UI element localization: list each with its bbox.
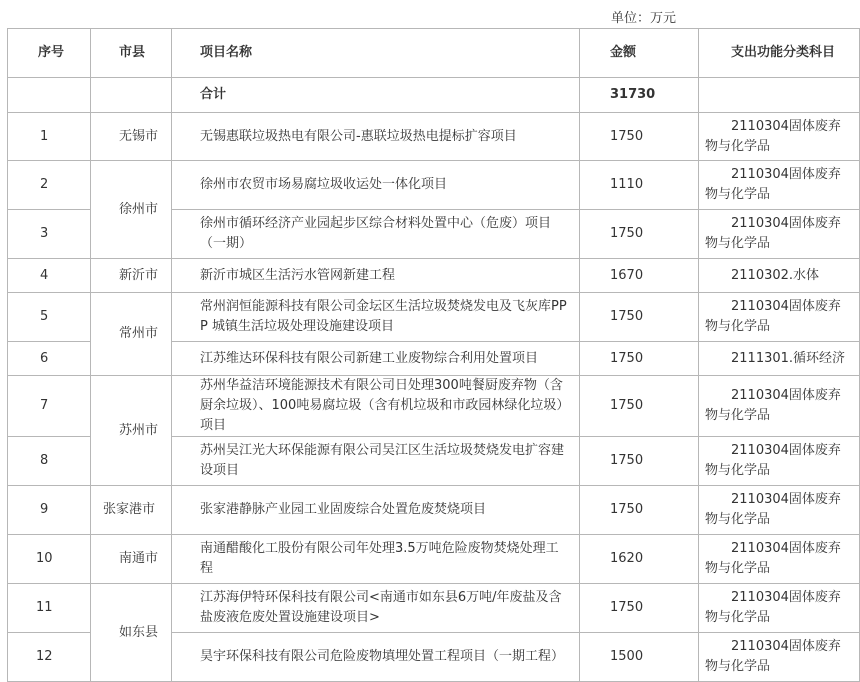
header-category: 支出功能分类科目 bbox=[699, 29, 860, 78]
row-category: 2110304固体废弃物与化学品 bbox=[699, 161, 860, 210]
row-amount: 1500 bbox=[580, 633, 699, 682]
row-amount: 1750 bbox=[580, 376, 699, 437]
row-project-name: 无锡惠联垃圾热电有限公司-惠联垃圾热电提标扩容项目 bbox=[172, 113, 580, 161]
row-amount: 1750 bbox=[580, 293, 699, 342]
row-no: 6 bbox=[8, 342, 91, 376]
row-category: 2110304固体废弃物与化学品 bbox=[699, 535, 860, 584]
row-project-name: 苏州华益洁环境能源技术有限公司日处理300吨餐厨废弃物（含厨余垃圾）、100吨易腐垃圾（含有机垃圾和市政园林绿化垃圾）项目 bbox=[172, 376, 580, 437]
row-project-name: 江苏海伊特环保科技有限公司<南通市如东县6万吨/年废盐及含盐废液危废处置设施建设项目> bbox=[172, 584, 580, 633]
row-no: 3 bbox=[8, 210, 91, 259]
row-amount: 1110 bbox=[580, 161, 699, 210]
row-amount: 1750 bbox=[580, 210, 699, 259]
row-project-name: 南通醋酸化工股份有限公司年处理3.5万吨危险废物焚烧处理工程 bbox=[172, 535, 580, 584]
row-project-name: 常州润恒能源科技有限公司金坛区生活垃圾焚烧发电及飞灰库PPP 城镇生活垃圾处理设施建设项目 bbox=[172, 293, 580, 342]
row-amount: 1670 bbox=[580, 259, 699, 293]
row-category: 2110304固体废弃物与化学品 bbox=[699, 633, 860, 682]
row-category: 2110304固体废弃物与化学品 bbox=[699, 486, 860, 535]
unit-note: 单位：万元 bbox=[611, 11, 677, 26]
row-project-name: 徐州市循环经济产业园起步区综合材料处置中心（危废）项目（一期） bbox=[172, 210, 580, 259]
header-city: 市县 bbox=[91, 29, 172, 78]
row-amount: 1620 bbox=[580, 535, 699, 584]
row-amount: 1750 bbox=[580, 113, 699, 161]
row-project-name: 徐州市农贸市场易腐垃圾收运处一体化项目 bbox=[172, 161, 580, 210]
row-amount: 1750 bbox=[580, 437, 699, 486]
row-amount: 1750 bbox=[580, 486, 699, 535]
row-city: 南通市 bbox=[91, 535, 172, 584]
table-row bbox=[8, 486, 860, 535]
row-city: 新沂市 bbox=[91, 259, 172, 293]
row-no: 10 bbox=[8, 535, 91, 584]
row-no: 4 bbox=[8, 259, 91, 293]
row-no: 8 bbox=[8, 437, 91, 486]
row-category: 2110304固体废弃物与化学品 bbox=[699, 584, 860, 633]
row-city: 无锡市 bbox=[91, 113, 172, 161]
row-category: 2110304固体废弃物与化学品 bbox=[699, 113, 860, 161]
row-city: 苏州市 bbox=[91, 376, 172, 486]
row-city: 徐州市 bbox=[91, 161, 172, 259]
table-row bbox=[8, 161, 860, 210]
row-city: 张家港市 bbox=[91, 486, 172, 535]
table-row bbox=[8, 113, 860, 161]
header-row bbox=[8, 29, 860, 78]
row-category: 2110304固体废弃物与化学品 bbox=[699, 376, 860, 437]
row-project-name: 江苏维达环保科技有限公司新建工业废物综合利用处置项目 bbox=[172, 342, 580, 376]
row-no: 5 bbox=[8, 293, 91, 342]
row-amount: 1750 bbox=[580, 584, 699, 633]
total-category-cell bbox=[699, 78, 860, 113]
row-category: 2110304固体废弃物与化学品 bbox=[699, 210, 860, 259]
row-project-name: 昊宇环保科技有限公司危险废物填埋处置工程项目（一期工程） bbox=[172, 633, 580, 682]
row-no: 7 bbox=[8, 376, 91, 437]
project-funding-table bbox=[7, 28, 860, 682]
total-row bbox=[8, 78, 860, 113]
table-row bbox=[8, 293, 860, 342]
row-category: 2110304固体废弃物与化学品 bbox=[699, 437, 860, 486]
header-amount: 金额 bbox=[580, 29, 699, 78]
total-no-cell bbox=[8, 78, 91, 113]
table-row bbox=[8, 584, 860, 633]
row-project-name: 新沂市城区生活污水管网新建工程 bbox=[172, 259, 580, 293]
row-no: 11 bbox=[8, 584, 91, 633]
total-label: 合计 bbox=[172, 78, 580, 113]
row-no: 1 bbox=[8, 113, 91, 161]
row-no: 12 bbox=[8, 633, 91, 682]
row-project-name: 张家港静脉产业园工业固废综合处置危废焚烧项目 bbox=[172, 486, 580, 535]
table-row bbox=[8, 376, 860, 437]
row-amount: 1750 bbox=[580, 342, 699, 376]
row-city: 如东县 bbox=[91, 584, 172, 682]
header-project-name: 项目名称 bbox=[172, 29, 580, 78]
total-city-cell bbox=[91, 78, 172, 113]
row-category: 2111301.循环经济 bbox=[699, 342, 860, 376]
header-no: 序号 bbox=[8, 29, 91, 78]
table-row bbox=[8, 259, 860, 293]
row-no: 2 bbox=[8, 161, 91, 210]
row-category: 2110302.水体 bbox=[699, 259, 860, 293]
table-row bbox=[8, 535, 860, 584]
total-amount: 31730 bbox=[580, 78, 699, 113]
row-city: 常州市 bbox=[91, 293, 172, 376]
row-no: 9 bbox=[8, 486, 91, 535]
row-project-name: 苏州吴江光大环保能源有限公司吴江区生活垃圾焚烧发电扩容建设项目 bbox=[172, 437, 580, 486]
row-category: 2110304固体废弃物与化学品 bbox=[699, 293, 860, 342]
